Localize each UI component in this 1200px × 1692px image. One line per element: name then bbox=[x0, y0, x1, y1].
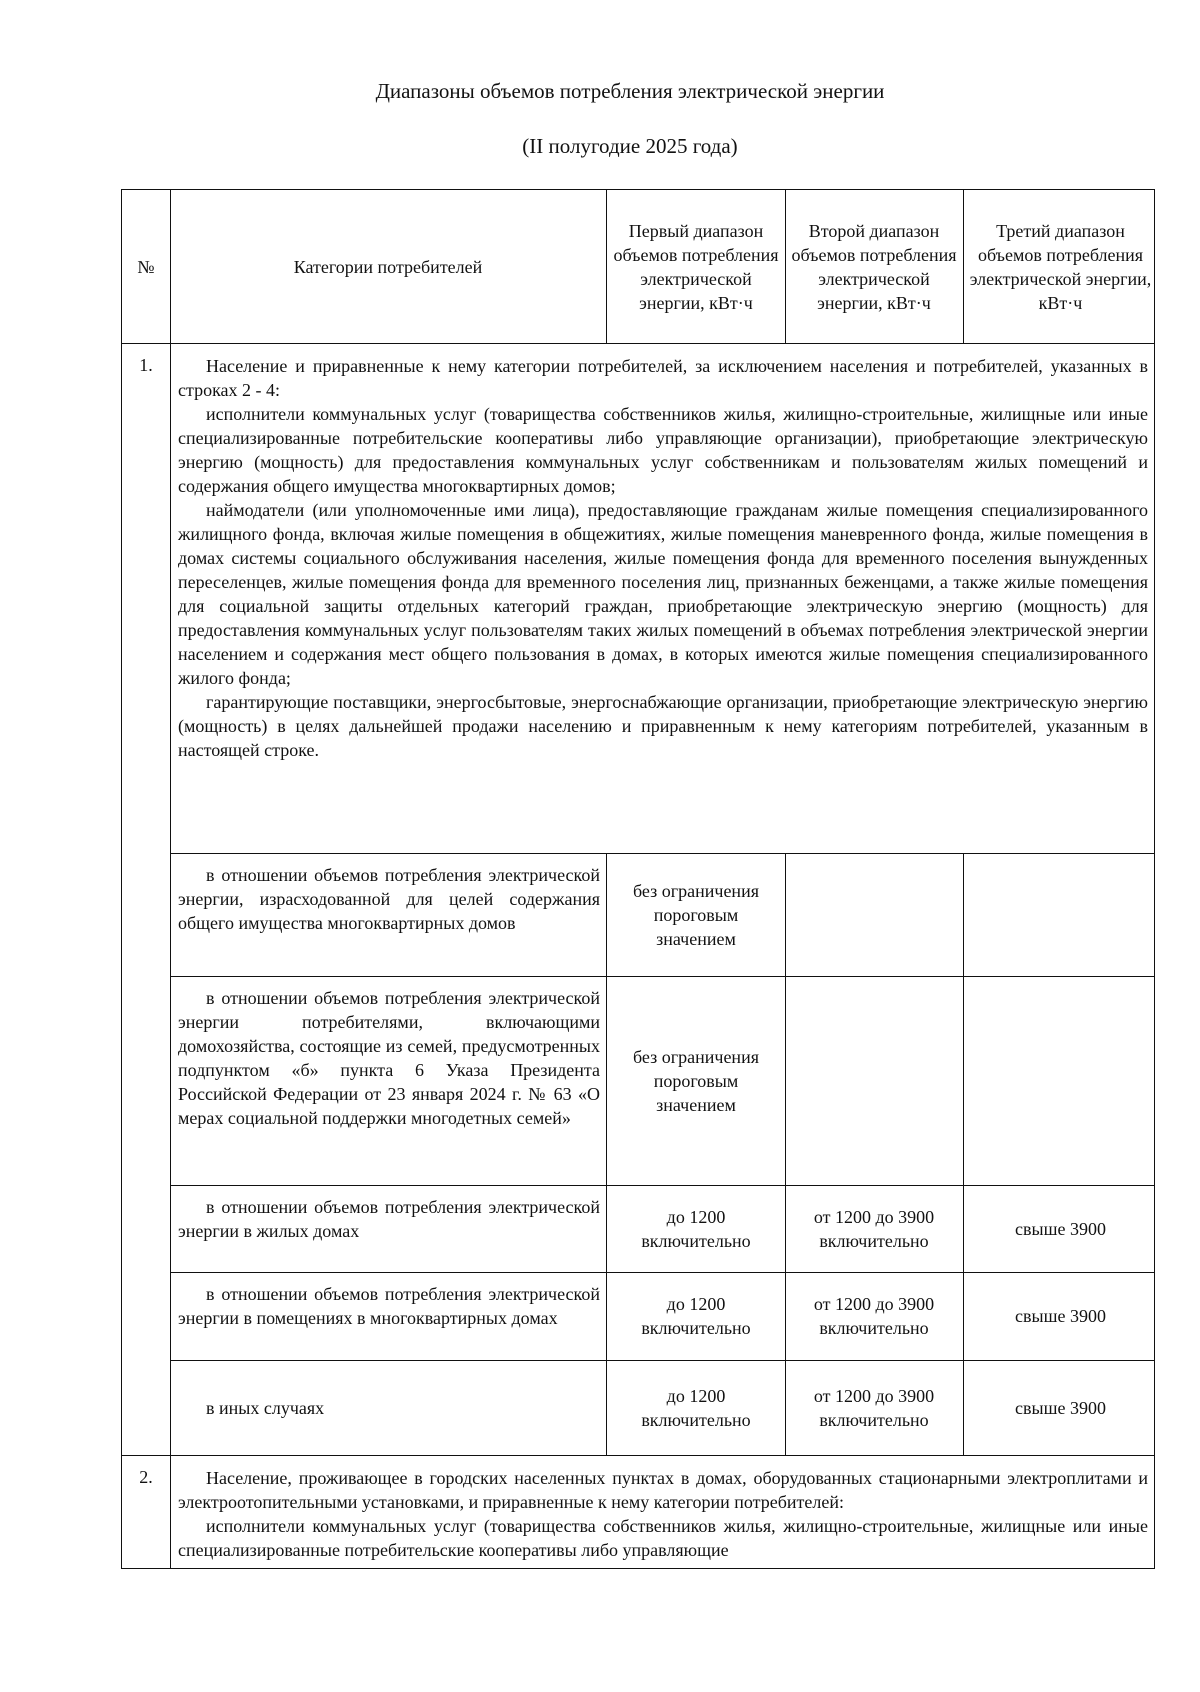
sub-row-3-third: свыше 3900 bbox=[1015, 1218, 1106, 1239]
row-2-paragraph: исполнители коммунальных услуг (товарищества собственников жилья, жилищно-строительные, жилищные или иные специализированные потребительские кооперативы либо управляющие bbox=[178, 1516, 1148, 1560]
document-title: Диапазоны объемов потребления электрической энергии bbox=[375, 79, 885, 103]
sub-row-4-third: свыше 3900 bbox=[1015, 1306, 1106, 1326]
col-divider-header-1 bbox=[606, 190, 607, 343]
col-divider-header-2 bbox=[785, 190, 786, 343]
sub-row-2-category bbox=[178, 986, 600, 1130]
sub-row-4-second: от 1200 до 3900 включительно bbox=[813, 1294, 935, 1338]
sub-row-2-second bbox=[790, 976, 958, 1185]
row-2-paragraph: Население, проживающее в городских населенных пунктах в домах, оборудованных стационарными электроплитами и электроотопительными установками, и приравненные к нему категории потребителей: bbox=[178, 1468, 1148, 1512]
header-category: Категории потребителей bbox=[293, 256, 483, 277]
sub-row-4-category bbox=[178, 1282, 600, 1330]
row-divider-header bbox=[122, 343, 1155, 344]
sub-row-1-second bbox=[790, 853, 958, 976]
consumption-ranges-table bbox=[121, 189, 1155, 1569]
header-num: № bbox=[137, 256, 155, 277]
sub-row-4-first: до 1200 включительно bbox=[641, 1294, 751, 1338]
col-divider-sub-3 bbox=[963, 853, 964, 1455]
row-1-paragraph: наймодатели (или уполномоченные ими лица), предоставляющие гражданам жилые помещения специализированного жилищного фонда, включая жилые помещения в общежитиях, жилые помещения маневренного фонда, жилые помещения в домах системы социального обслуживания населения, жилые помещения фонда для временного поселения вынужденных переселенцев, жилые помещения фонда для временного поселения лиц, признанных беженцами, а также жилые помещения для социальной защиты отдельных категорий граждан, приобретающие электрическую энергию (мощность) для предоставления коммунальных услуг пользователям таких жилых помещений в объемах потребления электрической энергии населением и содержания мест общего пользования в домах, в которых имеются жилые помещения специализированного жилого фонда; bbox=[178, 500, 1148, 688]
sub-row-3-category bbox=[178, 1195, 600, 1243]
sub-row-text: в отношении объемов потребления электрической энергии в жилых домах bbox=[178, 1197, 600, 1241]
row-2-number: 2. bbox=[139, 1467, 153, 1487]
sub-row-text: в иных случаях bbox=[206, 1397, 325, 1418]
row-1-number: 1. bbox=[139, 355, 153, 375]
sub-row-1-category bbox=[178, 863, 600, 935]
row-divider-row2 bbox=[122, 1455, 1155, 1456]
sub-row-1-first: без ограничения пороговым значением bbox=[633, 880, 759, 949]
sub-row-text: в отношении объемов потребления электрической энергии потребителями, включающими домохозяйства, состоящие из семей, предусмотренных подпунктом «б» пункта 6 Указа Президента Российской Федерации от 23 января 2024 г. № 63 «О мерах социальной поддержки многодетных семей» bbox=[178, 988, 600, 1128]
sub-row-5-third: свыше 3900 bbox=[1015, 1397, 1106, 1418]
sub-row-5-category bbox=[178, 1360, 600, 1455]
header-third-range: Третий диапазон объемов потребления электрической энергии, кВт·ч bbox=[969, 220, 1152, 313]
col-divider-num bbox=[170, 190, 171, 1569]
sub-row-text: в отношении объемов потребления электрической энергии в помещениях в многоквартирных домах bbox=[178, 1284, 600, 1328]
row-1-paragraph: исполнители коммунальных услуг (товарищества собственников жилья, жилищно-строительные, жилищные или иные специализированные потребительские кооперативы либо управляющие организации), приобретающие электрическую энергию (мощность) для предоставления коммунальных услуг собственникам и пользователям жилых помещений и содержания общего имущества многоквартирных домов; bbox=[178, 404, 1148, 496]
col-divider-sub-2 bbox=[785, 853, 786, 1455]
sub-row-5-second: от 1200 до 3900 включительно bbox=[813, 1385, 935, 1430]
row-1-description bbox=[178, 354, 1148, 762]
col-divider-header-3 bbox=[963, 190, 964, 343]
sub-row-1-third bbox=[969, 853, 1152, 976]
sub-row-2-third bbox=[969, 976, 1152, 1185]
document-subtitle: (II полугодие 2025 года) bbox=[522, 134, 738, 158]
sub-row-2-first: без ограничения пороговым значением bbox=[633, 1046, 759, 1115]
sub-row-text: в отношении объемов потребления электрической энергии, израсходованной для целей содержания общего имущества многоквартирных домов bbox=[178, 865, 600, 933]
row-1-paragraph: Население и приравненные к нему категории потребителей, за исключением населения и потребителей, указанных в строках 2 - 4: bbox=[178, 356, 1148, 400]
sub-row-5-first: до 1200 включительно bbox=[641, 1385, 751, 1430]
row-2-description bbox=[178, 1466, 1148, 1562]
header-second-range: Второй диапазон объемов потребления электрической энергии, кВт·ч bbox=[791, 220, 957, 313]
row-1-paragraph: гарантирующие поставщики, энергосбытовые, энергоснабжающие организации, приобретающие электрическую энергию (мощность) в целях дальнейшей продажи населению и приравненным к нему категориям потребителей, указанным в настоящей строке. bbox=[178, 692, 1148, 760]
header-first-range: Первый диапазон объемов потребления электрической энергии, кВт·ч bbox=[613, 220, 779, 313]
col-divider-sub-1 bbox=[606, 853, 607, 1455]
sub-row-3-first: до 1200 включительно bbox=[641, 1206, 751, 1251]
sub-row-3-second: от 1200 до 3900 включительно bbox=[813, 1206, 935, 1251]
